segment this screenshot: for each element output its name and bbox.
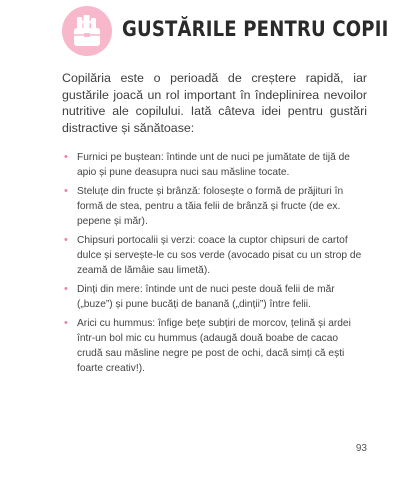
- list-item: [62, 316, 362, 376]
- bullet-icon: •: [64, 151, 68, 163]
- page-title: GUSTĂRILE PENTRU COPII: [122, 17, 389, 41]
- list-item-text: Chipsuri portocalii și verzi: coace la cuptor chipsuri de cartof dulce și servește-le cu sos verde (avocado pisat cu un strop de zeamă de lămâie sau limetă).: [77, 235, 362, 276]
- snack-ideas-list: [62, 150, 362, 380]
- page-number: 93: [355, 443, 367, 454]
- list-item-text: Arici cu hummus: înfige bețe subțiri de morcov, țelină și ardei într-un bol mic cu hummus (adaugă două boabe de cacao crudă sau măsline negre pe post de ochi, dacă simți că ești foarte creativ!).: [77, 318, 351, 374]
- section-badge: [62, 6, 112, 56]
- list-item: [62, 282, 362, 312]
- bullet-icon: •: [64, 283, 68, 295]
- list-item-text: Dinți din mere: întinde unt de nuci peste două felii de măr („buze”) și pune bucăți de banană („dinții”) între felii.: [77, 284, 335, 310]
- list-item: [62, 150, 362, 180]
- lunchbox-icon: [62, 6, 112, 56]
- section-header: [62, 6, 389, 62]
- intro-paragraph: Copilăria este o perioadă de creștere rapidă, iar gustările joacă un rol important în îndeplinirea nevoilor nutritive ale copilului. Iată câteva idei pentru gustări distractive și sănătoase:: [62, 71, 367, 135]
- list-item-text: Furnici pe buștean: întinde unt de nuci pe jumătate de tijă de apio și pune deasupra nuci sau măsline tocate.: [77, 152, 350, 178]
- bullet-icon: •: [64, 234, 68, 246]
- list-item: [62, 233, 362, 278]
- list-item-text: Steluțe din fructe și brânză: folosește o formă de prăjituri în formă de stea, pentru a tăia felii de brânză și fructe (de ex. pepene și măr).: [77, 186, 344, 227]
- list-item: [62, 184, 362, 229]
- bullet-icon: •: [64, 317, 68, 329]
- bullet-icon: •: [64, 185, 68, 197]
